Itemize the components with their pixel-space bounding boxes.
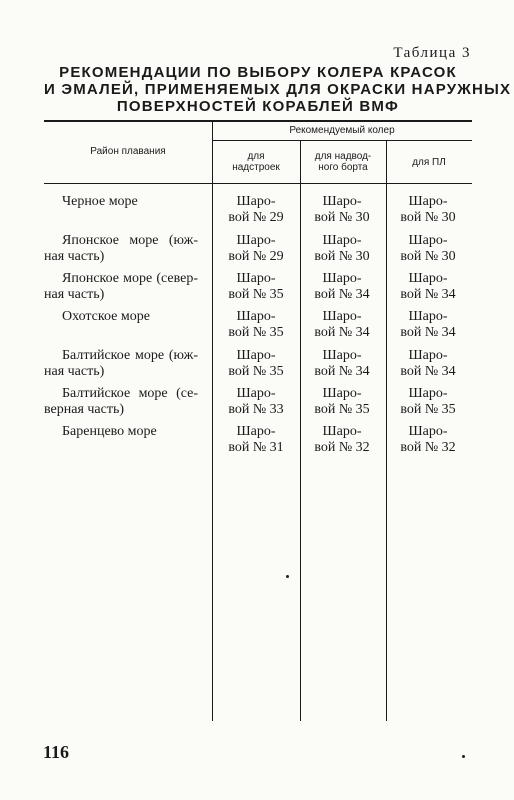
region-cell [62,309,198,325]
header-freeboard [300,151,386,173]
value-line: Шаро- [236,233,276,248]
value-line: Шаро- [322,271,362,286]
print-speck [286,575,289,578]
color-value-cell [216,271,296,303]
value-line: вой № 32 [400,440,456,455]
color-value-cell [388,194,468,226]
color-value-cell [302,348,382,380]
value-line: Шаро- [236,424,276,439]
value-line: вой № 34 [314,364,370,379]
value-line: вой № 34 [400,325,456,340]
value-line: вой № 34 [400,287,456,302]
column-divider [300,141,301,721]
column-divider [386,141,387,721]
value-line: Шаро- [408,424,448,439]
region-line: Японское море (север- [62,271,198,286]
color-value-cell [302,271,382,303]
value-line: вой № 35 [400,402,456,417]
value-line: вой № 34 [400,364,456,379]
value-line: Шаро- [236,271,276,286]
region-line: ная часть) [44,287,105,302]
color-value-cell [388,424,468,456]
header-line: надстроек [232,162,280,173]
region-line: Баренцево море [62,424,157,439]
value-line: вой № 30 [400,249,456,264]
color-value-cell [216,194,296,226]
color-value-cell [216,348,296,380]
header-superstructure [212,151,300,173]
header-line: для ПЛ [412,157,446,168]
value-line: Шаро- [322,424,362,439]
value-line: Шаро- [236,309,276,324]
header-region: Район плавания [90,146,166,157]
title-line: И ЭМАЛЕЙ, ПРИМЕНЯЕМЫХ ДЛЯ ОКРАСКИ НАРУЖНЫХ [44,81,512,98]
region-line: Охотское море [62,309,150,324]
region-line: Черное море [62,194,138,209]
value-line: Шаро- [408,271,448,286]
color-value-cell [388,348,468,380]
color-value-cell [302,194,382,226]
value-line: вой № 30 [400,210,456,225]
value-line: Шаро- [322,386,362,401]
table-header-rule [44,183,472,184]
value-line: Шаро- [322,348,362,363]
color-value-cell [216,386,296,418]
region-cell [62,194,198,210]
value-line: Шаро- [408,386,448,401]
value-line: вой № 35 [228,364,284,379]
color-value-cell [216,309,296,341]
page-number: 116 [43,742,70,762]
value-line: Шаро- [408,194,448,209]
color-value-cell [216,424,296,456]
value-line: вой № 32 [314,440,370,455]
table-label: Таблица 3 [393,45,471,61]
color-value-cell [388,233,468,265]
value-line: вой № 33 [228,402,284,417]
header-recommended-color: Рекомендуемый колер [289,125,395,136]
title-line: ПОВЕРХНОСТЕЙ КОРАБЛЕЙ ВМФ [116,98,400,115]
region-line: Балтийское море (се- [62,386,198,401]
color-value-cell [216,233,296,265]
color-value-cell [388,386,468,418]
value-line: вой № 34 [314,325,370,340]
region-line: ная часть) [44,364,105,379]
value-line: Шаро- [408,309,448,324]
value-line: вой № 30 [314,249,370,264]
region-line: Японское море (юж- [62,233,198,248]
region-line: ная часть) [44,249,105,264]
region-cell [44,348,198,380]
table-subheader-rule [212,140,472,141]
header-line: для [247,151,265,162]
value-line: Шаро- [322,194,362,209]
region-line: верная часть) [44,402,125,417]
color-value-cell [302,233,382,265]
color-value-cell [302,309,382,341]
value-line: вой № 31 [228,440,284,455]
color-value-cell [302,424,382,456]
header-line: ного борта [318,162,368,173]
title-line: РЕКОМЕНДАЦИИ ПО ВЫБОРУ КОЛЕРА КРАСОК [59,64,457,81]
value-line: вой № 35 [314,402,370,417]
value-line: вой № 29 [228,249,284,264]
value-line: Шаро- [408,348,448,363]
value-line: Шаро- [322,309,362,324]
value-line: Шаро- [236,348,276,363]
color-value-cell [302,386,382,418]
value-line: вой № 34 [314,287,370,302]
color-value-cell [388,309,468,341]
region-cell [44,271,198,303]
region-line: Балтийское море (юж- [62,348,198,363]
region-cell [44,233,198,265]
value-line: Шаро- [236,194,276,209]
region-cell [44,386,198,418]
value-line: вой № 35 [228,287,284,302]
table-title [44,64,512,115]
header-submarine [386,157,472,168]
print-speck [462,755,465,758]
value-line: Шаро- [322,233,362,248]
value-line: вой № 35 [228,325,284,340]
header-line: для надвод- [314,151,372,162]
color-value-cell [388,271,468,303]
value-line: Шаро- [236,386,276,401]
value-line: вой № 30 [314,210,370,225]
region-cell [62,424,198,440]
value-line: вой № 29 [228,210,284,225]
value-line: Шаро- [408,233,448,248]
table-top-rule [44,120,472,122]
column-divider [212,121,213,721]
